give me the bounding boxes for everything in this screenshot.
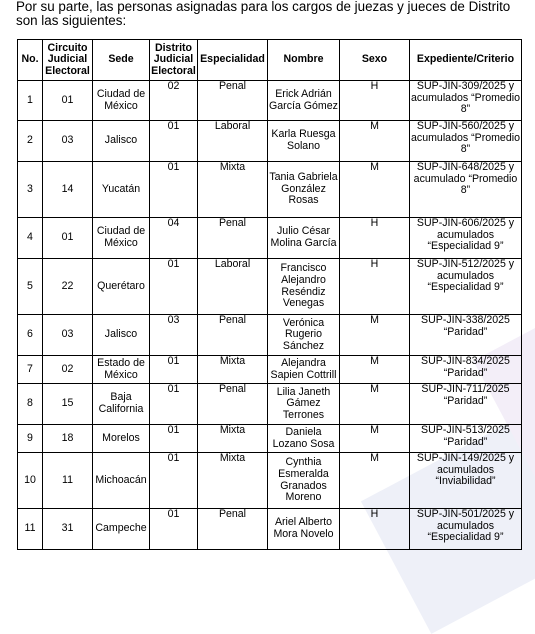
cell-especialidad: Penal: [198, 81, 268, 121]
header-expediente: Expediente/Criterio: [410, 40, 522, 81]
cell-expediente: SUP-JIN-149/2025 y acumulados “Inviabilidad”: [410, 453, 522, 509]
header-sexo: Sexo: [340, 40, 410, 81]
cell-distrito: 01: [150, 162, 198, 218]
cell-sede: Ciudad de México: [93, 81, 150, 121]
cell-circuito: 03: [43, 315, 93, 356]
cell-nombre: Ariel Alberto Mora Novelo: [268, 509, 340, 550]
cell-circuito: 31: [43, 509, 93, 550]
header-no: No.: [18, 40, 43, 81]
judges-table: [17, 39, 522, 550]
cell-expediente: SUP-JIN-338/2025 “Paridad”: [410, 315, 522, 356]
cell-especialidad: Laboral: [198, 259, 268, 315]
cell-expediente: SUP-JIN-512/2025 y acumulados “Especialidad 9”: [410, 259, 522, 315]
cell-distrito: 01: [150, 384, 198, 425]
cell-nombre: Karla Ruesga Solano: [268, 121, 340, 162]
table-row: [18, 162, 522, 218]
cell-circuito: 03: [43, 121, 93, 162]
cell-sede: Yucatán: [93, 162, 150, 218]
cell-no: 5: [18, 259, 43, 315]
cell-nombre: Francisco Alejandro Reséndiz Venegas: [268, 259, 340, 315]
cell-sexo: H: [340, 81, 410, 121]
table-row: [18, 356, 522, 384]
cell-no: 3: [18, 162, 43, 218]
cell-no: 7: [18, 356, 43, 384]
cell-expediente: SUP-JIN-648/2025 y acumulado “Promedio 8”: [410, 162, 522, 218]
cell-especialidad: Penal: [198, 218, 268, 259]
cell-expediente: SUP-JIN-834/2025 “Paridad”: [410, 356, 522, 384]
cell-sexo: M: [340, 453, 410, 509]
table-row: [18, 315, 522, 356]
cell-sede: Ciudad de México: [93, 218, 150, 259]
cell-sexo: M: [340, 356, 410, 384]
cell-no: 9: [18, 425, 43, 453]
cell-sexo: H: [340, 218, 410, 259]
cell-no: 1: [18, 81, 43, 121]
cell-expediente: SUP-JIN-513/2025 “Paridad”: [410, 425, 522, 453]
cell-especialidad: Mixta: [198, 162, 268, 218]
header-nombre: Nombre: [268, 40, 340, 81]
cell-sede: Estado de México: [93, 356, 150, 384]
cell-expediente: SUP-JIN-501/2025 y acumulados “Especialidad 9”: [410, 509, 522, 550]
cell-expediente: SUP-JIN-606/2025 y acumulados “Especialidad 9”: [410, 218, 522, 259]
cell-distrito: 01: [150, 453, 198, 509]
cell-circuito: 01: [43, 81, 93, 121]
cell-especialidad: Laboral: [198, 121, 268, 162]
table-row: [18, 218, 522, 259]
cell-sede: Jalisco: [93, 121, 150, 162]
table-row: [18, 453, 522, 509]
cell-sexo: H: [340, 259, 410, 315]
cell-circuito: 02: [43, 356, 93, 384]
table-row: [18, 121, 522, 162]
cell-nombre: Daniela Lozano Sosa: [268, 425, 340, 453]
cell-nombre: Cynthia Esmeralda Granados Moreno: [268, 453, 340, 509]
cell-especialidad: Penal: [198, 509, 268, 550]
cell-distrito: 01: [150, 356, 198, 384]
cell-sede: Campeche: [93, 509, 150, 550]
cell-distrito: 03: [150, 315, 198, 356]
cell-especialidad: Mixta: [198, 453, 268, 509]
cell-distrito: 01: [150, 509, 198, 550]
cell-distrito: 04: [150, 218, 198, 259]
cell-no: 8: [18, 384, 43, 425]
table-row: [18, 425, 522, 453]
cell-nombre: Lilia Janeth Gámez Terrones: [268, 384, 340, 425]
cell-expediente: SUP-JIN-711/2025 “Paridad”: [410, 384, 522, 425]
cell-circuito: 01: [43, 218, 93, 259]
cell-especialidad: Mixta: [198, 425, 268, 453]
header-sede: Sede: [93, 40, 150, 81]
cell-sede: Morelos: [93, 425, 150, 453]
intro-paragraph: Por su parte, las personas asignadas para los cargos de juezas y jueces de Distrito son las siguientes:: [16, 0, 511, 28]
cell-no: 11: [18, 509, 43, 550]
cell-circuito: 11: [43, 453, 93, 509]
cell-no: 2: [18, 121, 43, 162]
cell-distrito: 02: [150, 81, 198, 121]
cell-sede: Jalisco: [93, 315, 150, 356]
cell-distrito: 01: [150, 259, 198, 315]
cell-nombre: Alejandra Sapien Cottrill: [268, 356, 340, 384]
cell-circuito: 14: [43, 162, 93, 218]
cell-nombre: Julio César Molina García: [268, 218, 340, 259]
cell-sede: Querétaro: [93, 259, 150, 315]
table-header-row: [18, 40, 522, 81]
cell-sede: Michoacán: [93, 453, 150, 509]
cell-no: 4: [18, 218, 43, 259]
cell-distrito: 01: [150, 121, 198, 162]
cell-circuito: 22: [43, 259, 93, 315]
cell-expediente: SUP-JIN-560/2025 y acumulados “Promedio 8”: [410, 121, 522, 162]
cell-sede: Baja California: [93, 384, 150, 425]
header-especialidad: Especialidad: [198, 40, 268, 81]
cell-expediente: SUP-JIN-309/2025 y acumulados “Promedio 8”: [410, 81, 522, 121]
cell-especialidad: Mixta: [198, 356, 268, 384]
cell-especialidad: Penal: [198, 315, 268, 356]
cell-sexo: H: [340, 509, 410, 550]
cell-no: 10: [18, 453, 43, 509]
cell-nombre: Verónica Rugerio Sánchez: [268, 315, 340, 356]
cell-distrito: 01: [150, 425, 198, 453]
cell-especialidad: Penal: [198, 384, 268, 425]
header-distrito: Distrito Judicial Electoral: [150, 40, 198, 81]
cell-nombre: Tania Gabriela González Rosas: [268, 162, 340, 218]
cell-nombre: Erick Adrián García Gómez: [268, 81, 340, 121]
table-row: [18, 259, 522, 315]
table-row: [18, 81, 522, 121]
cell-sexo: M: [340, 384, 410, 425]
cell-no: 6: [18, 315, 43, 356]
header-circuito: Circuito Judicial Electoral: [43, 40, 93, 81]
table-row: [18, 384, 522, 425]
cell-circuito: 18: [43, 425, 93, 453]
cell-circuito: 15: [43, 384, 93, 425]
cell-sexo: M: [340, 425, 410, 453]
table-row: [18, 509, 522, 550]
cell-sexo: M: [340, 121, 410, 162]
cell-sexo: M: [340, 162, 410, 218]
cell-sexo: M: [340, 315, 410, 356]
